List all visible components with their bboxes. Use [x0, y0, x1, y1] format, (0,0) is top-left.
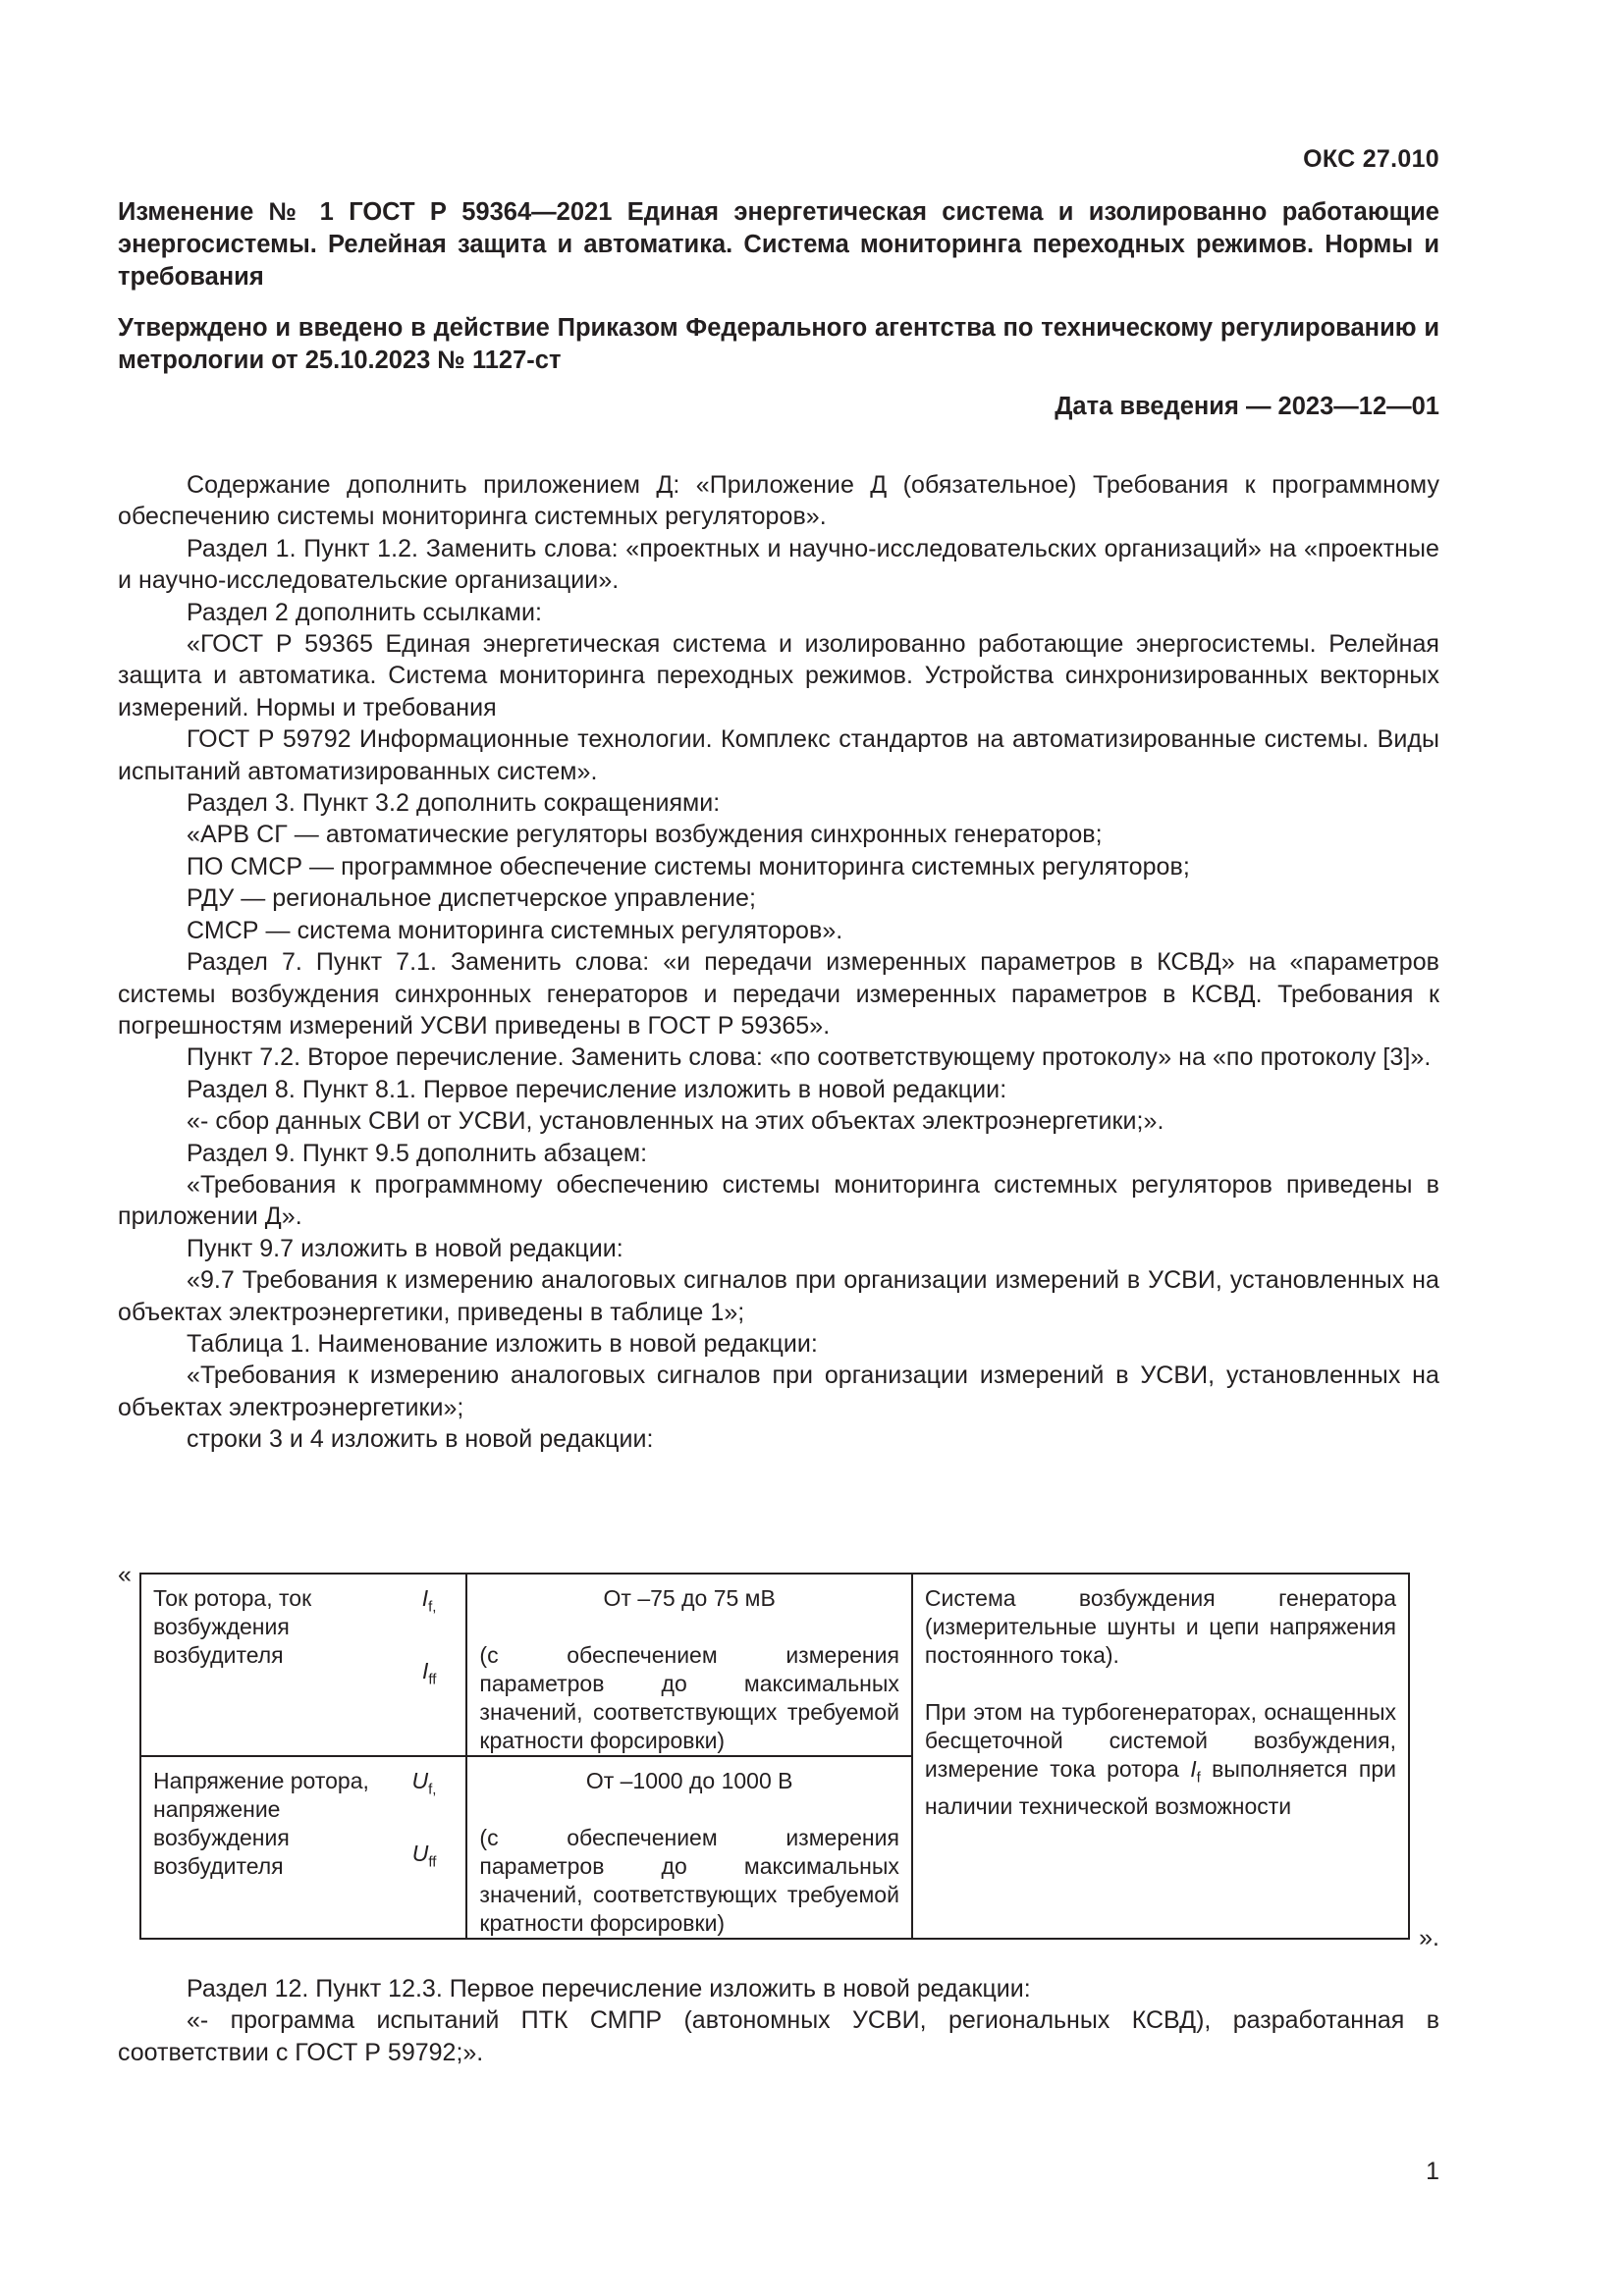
body-paragraph: «ГОСТ Р 59365 Единая энергетическая система и изолированно работающие энергосистемы. Релейная защита и автоматика. Система мониторинга переходных режимов. Устройства синхронизированных векторных измерений. Нормы и требования: [118, 630, 1439, 721]
note-paragraph: [925, 1698, 1396, 1821]
body-paragraph: Пункт 7.2. Второе перечисление. Заменить слова: «по соответствующему протоколу» на «по протоколу [3]».: [187, 1043, 1432, 1072]
body-paragraph: Раздел 12. Пункт 12.3. Первое перечисление изложить в новой редакции:: [187, 1975, 1031, 2002]
body-paragraph: Пункт 9.7 изложить в новой редакции:: [187, 1234, 623, 1262]
body-paragraph: СМСР — система мониторинга системных регуляторов».: [187, 916, 843, 944]
note-paragraph: Система возбуждения генератора (измерительные шунты и цепи напряжения постоянного тока).: [924, 1585, 1396, 1668]
body-paragraph: Таблица 1. Наименование изложить в новой редакции:: [187, 1329, 818, 1358]
symbol-subscript: ff: [428, 1853, 437, 1871]
range-cell: [466, 1574, 912, 1756]
range-value: От –1000 до 1000 В: [585, 1768, 793, 1793]
symbol-letter: I: [421, 1585, 429, 1611]
body-paragraph: «АРВ СГ — автоматические регуляторы возбуждения синхронных генераторов;: [187, 821, 1103, 849]
range-note: (с обеспечением измерения параметров до максимальных значений, соответствующих требуемой кратности форсировки): [479, 1825, 899, 1936]
replacement-table-block: [118, 1561, 1439, 1951]
quantity-name-cell: Напряжение ротора, напряжение возбуждения возбудителя: [140, 1756, 384, 1939]
page-number: 1: [1426, 2158, 1439, 2185]
symbol-subscript: f,: [428, 1598, 437, 1616]
symbol-letter: U: [411, 1840, 429, 1866]
symbol-letter: U: [411, 1768, 429, 1793]
symbol-subscript: f: [1196, 1769, 1201, 1787]
approval-statement: Утверждено и введено в действие Приказом Федерального агентства по техническому регулированию и метрологии от 25.10.2023 № 1127-ст: [118, 314, 1439, 374]
symbol-line: [396, 1584, 436, 1622]
body-paragraph: ГОСТ Р 59792 Информационные технологии. Комплекс стандартов на автоматизированные системы. Виды испытаний автоматизированных систем».: [118, 725, 1439, 785]
body-paragraph: Раздел 1. Пункт 1.2. Заменить слова: «проектных и научно-исследовательских организаций» на «проектные и научно-исследовательские организации».: [118, 534, 1439, 595]
effective-date: Дата введения — 2023—12—01: [1055, 393, 1439, 420]
note-text: При этом на турбогенераторах, оснащенных бесщеточной системой возбуждения, измерение тока ротора: [924, 1699, 1396, 1782]
range-cell: [466, 1756, 912, 1939]
symbol-line: [396, 1657, 436, 1694]
symbol-subscript: f,: [428, 1781, 437, 1798]
symbol-letter: I: [1190, 1756, 1197, 1782]
measurement-table: [139, 1573, 1410, 1940]
body-paragraph: ПО СМСР — программное обеспечение системы мониторинга системных регуляторов;: [187, 852, 1190, 881]
body-paragraph: Раздел 8. Пункт 8.1. Первое перечисление изложить в новой редакции:: [187, 1075, 1007, 1103]
quantity-name-cell: Ток ротора, ток возбуждения возбудителя: [140, 1574, 384, 1756]
opening-quote: «: [118, 1561, 132, 1588]
body-paragraph: «Требования к измерению аналоговых сигналов при организации измерений в УСВИ, установленных на объектах электроэнергетики»;: [118, 1362, 1439, 1421]
body-paragraph: Раздел 7. Пункт 7.1. Заменить слова: «и передачи измеренных параметров в КСВД» на «параметров системы возбуждения синхронных генераторов и передачи измеренных параметров в КСВД. Требования к погрешностям измерений УСВИ приведены в ГОСТ Р 59365».: [118, 948, 1439, 1040]
document-page: [118, 0, 1439, 2296]
amendment-body: [118, 469, 1439, 1456]
range-note: (с обеспечением измерения параметров до максимальных значений, соответствующих требуемой кратности форсировки): [479, 1642, 899, 1753]
table-row: [140, 1574, 1409, 1756]
symbol-line: [396, 1767, 436, 1804]
symbol-cell: [384, 1574, 466, 1756]
symbol-subscript: ff: [428, 1671, 437, 1688]
symbol-line: [396, 1840, 436, 1877]
body-paragraph: «- программа испытаний ПТК СМПР (автономных УСВИ, региональных КСВД), разработанная в соответствии с ГОСТ Р 59792;».: [118, 2006, 1439, 2066]
symbol-cell: [384, 1756, 466, 1939]
classification-code: ОКС 27.010: [1303, 145, 1439, 173]
note-symbol: [1190, 1756, 1201, 1787]
note-cell: [912, 1574, 1409, 1939]
closing-quote: ».: [1419, 1924, 1439, 1951]
body-paragraph: «9.7 Требования к измерению аналоговых сигналов при организации измерений в УСВИ, установленных на объектах электроэнергетики, приведены в таблице 1»;: [118, 1266, 1439, 1326]
amendment-continuation: [118, 1973, 1439, 2068]
body-paragraph: Содержание дополнить приложением Д: «Приложение Д (обязательное) Требования к программному обеспечению системы мониторинга системных регуляторов».: [118, 471, 1439, 531]
note-text: выполняется при наличии технической возможности: [924, 1756, 1397, 1819]
document-title: Изменение № 1 ГОСТ Р 59364—2021 Единая энергетическая система и изолированно работающие энергосистемы. Релейная защита и автоматика. Система мониторинга переходных режимов. Нормы и требования: [118, 198, 1439, 291]
range-value: От –75 до 75 мВ: [603, 1585, 776, 1611]
body-paragraph: РДУ — региональное диспетчерское управление;: [187, 884, 756, 913]
body-paragraph: «- сбор данных СВИ от УСВИ, установленных на этих объектах электроэнергетики;».: [187, 1107, 1164, 1136]
body-paragraph: Раздел 3. Пункт 3.2 дополнить сокращениями:: [187, 789, 721, 818]
body-paragraph: «Требования к программному обеспечению системы мониторинга системных регуляторов приведены в приложении Д».: [118, 1170, 1439, 1231]
body-paragraph: Раздел 2 дополнить ссылками:: [187, 598, 543, 626]
body-paragraph: Раздел 9. Пункт 9.5 дополнить абзацем:: [187, 1139, 648, 1167]
body-paragraph: строки 3 и 4 изложить в новой редакции:: [187, 1425, 654, 1454]
symbol-letter: I: [421, 1657, 429, 1683]
